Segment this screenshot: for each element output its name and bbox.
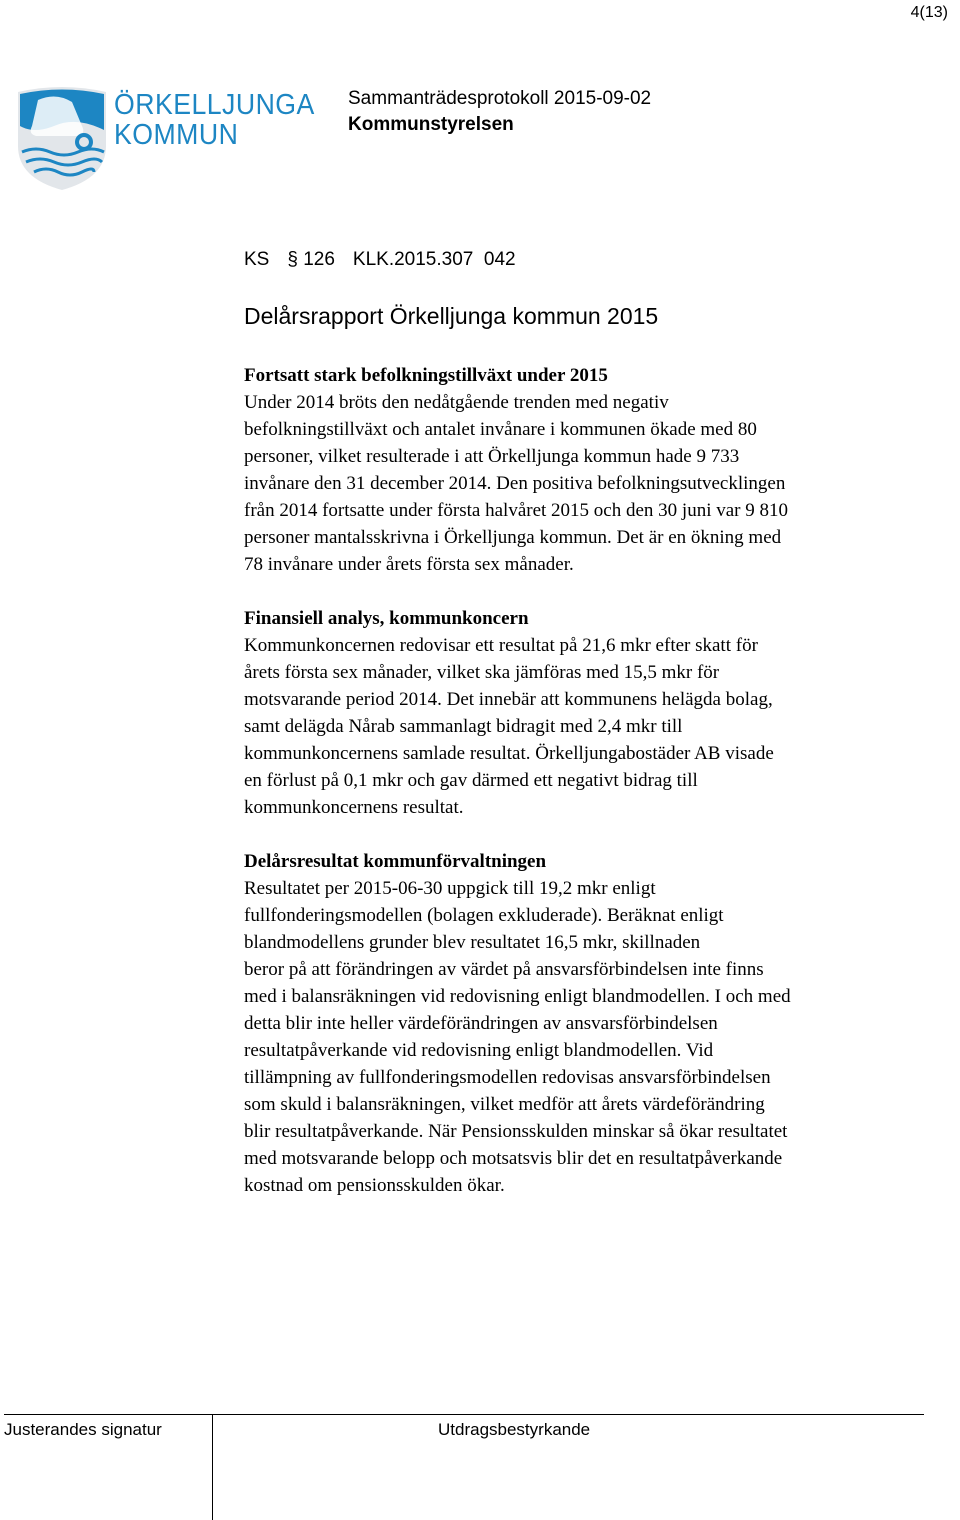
text-line: blandmodellens grunder blev resultatet 16,5 mkr, skillnaden — [244, 932, 701, 953]
text-line: personer, vilket resulterade i att Örkelljunga kommun hade 9 733 — [244, 446, 740, 467]
bell-emblem-icon — [16, 86, 108, 190]
text-line: kommunkoncernens resultat. — [244, 797, 464, 818]
case-diary-number: KLK.2015.307 042 — [352, 249, 516, 270]
section-text — [244, 389, 924, 578]
protocol-header — [348, 86, 651, 138]
text-line: invånare den 31 december 2014. Den positiva befolkningsutvecklingen — [244, 473, 786, 494]
case-reference — [244, 249, 534, 271]
text-line: med i balansräkningen vid redovisning enligt blandmodellen. I och med — [244, 986, 791, 1007]
text-line: Kommunkoncernen redovisar ett resultat på 21,6 mkr efter skatt för — [244, 635, 758, 656]
section-interim-result — [244, 848, 924, 1199]
page-number: 4(13) — [910, 4, 948, 21]
text-line: motsvarande period 2014. Det innebär att kommunens helägda bolag, — [244, 689, 773, 710]
section-text — [244, 875, 924, 1199]
text-line: kostnad om pensionsskulden ökar. — [244, 1175, 505, 1196]
section-financial-analysis — [244, 605, 924, 821]
section-population-growth — [244, 362, 924, 578]
text-line: Under 2014 bröts den nedåtgående trenden med negativ — [244, 392, 669, 413]
municipality-logo — [16, 86, 316, 196]
footer-divider — [212, 1414, 213, 1520]
text-line: personer mantalsskrivna i Örkelljunga kommun. Det är en ökning med — [244, 527, 782, 548]
case-ks: KS — [244, 249, 270, 270]
text-line: samt delägda Nårab sammanlagt bidragit med 2,4 mkr till — [244, 716, 683, 737]
section-heading: Delårsresultat kommunförvaltningen — [244, 851, 547, 872]
text-line: detta blir inte heller värdeförändringen av ansvarsförbindelsen — [244, 1013, 718, 1034]
text-line: fullfonderingsmodellen (bolagen exkluderade). Beräknat enligt — [244, 905, 724, 926]
text-line: resultatpåverkande vid redovisning enligt blandmodellen. Vid — [244, 1040, 714, 1061]
text-line: blir resultatpåverkande. När Pensionsskulden minskar så ökar resultatet — [244, 1121, 788, 1142]
text-line: kommunkoncernens samlade resultat. Örkelljungabostäder AB visade — [244, 743, 774, 764]
section-heading: Finansiell analys, kommunkoncern — [244, 608, 529, 629]
document-title: Delårsrapport Örkelljunga kommun 2015 — [244, 303, 659, 329]
section-text — [244, 632, 924, 821]
adjuster-signature-label: Justerandes signatur — [4, 1420, 162, 1439]
footer-rule — [4, 1414, 924, 1415]
extract-certification-label: Utdragsbestyrkande — [438, 1420, 591, 1439]
text-line: en förlust på 0,1 mkr och gav därmed ett negativt bidrag till — [244, 770, 698, 791]
text-line: 78 invånare under årets första sex månader. — [244, 554, 574, 575]
text-line: med motsvarande belopp och motsatsvis blir det en resultatpåverkande — [244, 1148, 783, 1169]
text-line: årets första sex månader, vilket ska jämföras med 15,5 mkr för — [244, 662, 720, 683]
signature-footer — [0, 1414, 960, 1520]
text-line: Resultatet per 2015-06-30 uppgick till 19,2 mkr enligt — [244, 878, 656, 899]
text-line: beror på att förändringen av värdet på ansvarsförbindelsen inte finns — [244, 959, 764, 980]
text-line: befolkningstillväxt och antalet invånare i kommunen ökade med 80 — [244, 419, 757, 440]
text-line: som skuld i balansräkningen, vilket medför att årets värdeförändring — [244, 1094, 765, 1115]
logo-line-2: KOMMUN — [114, 119, 239, 151]
case-paragraph: § 126 — [287, 249, 335, 270]
text-line: från 2014 fortsatte under första halvåret 2015 och den 30 juni var 9 810 — [244, 500, 788, 521]
protocol-title: Sammanträdesprotokoll 2015-09-02 — [348, 88, 652, 109]
section-heading: Fortsatt stark befolkningstillväxt under 2015 — [244, 365, 608, 386]
document-body — [244, 362, 924, 1226]
text-line: tillämpning av fullfonderingsmodellen redovisas ansvarsförbindelsen — [244, 1067, 771, 1088]
logo-line-1: ÖRKELLJUNGA — [114, 89, 315, 121]
organization-name: Kommunstyrelsen — [348, 114, 514, 135]
